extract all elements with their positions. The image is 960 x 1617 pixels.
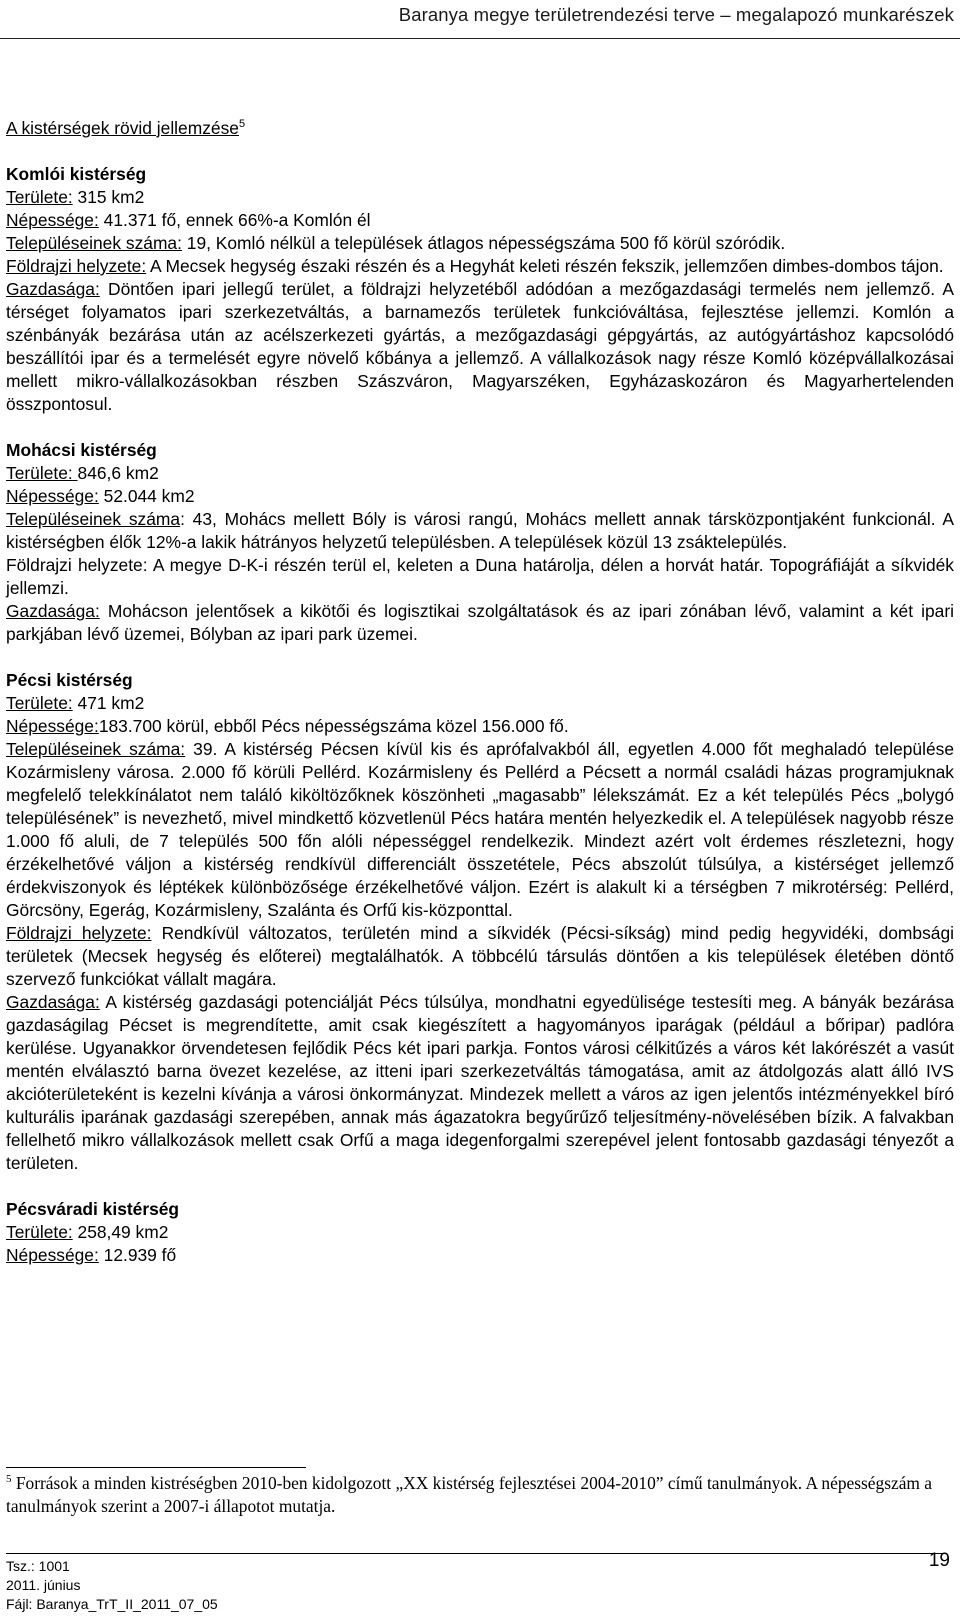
footnote-reference: 5 <box>238 118 246 131</box>
document-body <box>6 117 954 1267</box>
komloi-economy <box>6 278 954 416</box>
footer-file: Fájl: Baranya_TrT_II_2011_07_05 <box>6 1596 218 1612</box>
mohacsi-pop-label: Népessége: <box>6 486 99 506</box>
pecsi-econ-value: A kistérség gazdasági potenciálját Pécs túlsúlya, mondhatni egyedülisége testesíti meg. A bányák bezárása gazdaságilag Pécset is megrendítette, amit csak kiegészített a hagyományos iparágak (például a bőripar) padlóra kerülése. Ugyanakkor örvendetesen fejlődik Pécs két ipari parkja. Fontos városi célkitűzés a város két lakórészét a vasút mentén elválasztó barna övezet kezelése, az itteni ipari szerkezetváltás támogatása, amit az átdolgozás alatt álló IVS akcióterületeként is kezelni kívánja a városi önkormányzat. Mindezek mellett a város az igen jelentős intézményekkel bíró kulturális iparának gazdasági szerepében, annak más ágazatokra begyűrűző teljesítmény-növelésében bízik. A falvakban fellelhető mikro vállalkozások mellett csak Orfű a maga idegenforgalmi szerepével jelent fontosabb gazdasági tényezőt a területen. <box>6 992 954 1173</box>
mohacsi-title: Mohácsi kistérség <box>6 440 157 460</box>
pecsi-settlements-label: Településeinek száma: <box>6 739 186 759</box>
mohacsi-area-label: Területe: <box>6 463 78 483</box>
pecsi-title: Pécsi kistérség <box>6 670 133 690</box>
pecsi-area <box>6 692 954 715</box>
pecsi-settlements <box>6 738 954 922</box>
pecsi-econ-label: Gazdasága: <box>6 992 100 1012</box>
pecsi-geography <box>6 922 954 991</box>
komloi-econ-label: Gazdasága: <box>6 279 100 299</box>
pecsi-pop-value: 183.700 körül, ebből Pécs népességszáma közel 156.000 fő. <box>98 716 569 736</box>
pecsvaradi-pop-label: Népessége: <box>6 1245 99 1265</box>
footer-date: 2011. június <box>6 1577 81 1593</box>
komloi-pop-value: 41.371 fő, ennek 66%-a Komlón él <box>98 210 371 230</box>
mohacsi-settlements-value: : 43, Mohács mellett Bóly is városi rangú, Mohács mellett annak társközpontjaként funkcionál. A kistérségben élők 12%-a lakik hátrányos helyzetű településben. A települések közül 13 zsáktelepülés. <box>6 509 954 552</box>
pecsi-settlements-value: 39. A kistérség Pécsen kívül kis és aprófalvakból áll, egyetlen 4.000 főt meghaladó települése Kozármisleny városa. 2.000 fő körüli Pellérd. Kozármisleny és Pellérd a Pécsett a normál családi házas programjuknak megfelelő telekkínálatot nem találó kiköltözőknek köszönheti „magasabb” lélekszámát. Ez a két település Pécs „bolygó településének” is nevezhető, mivel mindkettő közvetlenül Pécs határa mentén helyezkedik el. A települések nagyobb része 1.000 fő aluli, de 7 település 500 főn alóli népességgel rendelkezik. Mindezt azért volt érdemes részletezni, hogy érzékelhetővé váljon a kistérség rendkívül differenciált összetétele, Pécs abszolút túlsúlya, a kistérséget jellemző érdekviszonyok és léptékek különbözősége érzékelhetővé váljon. Ezért is alakult ki a térségben 7 mikrotérség: Pellérd, Görcsöny, Egerág, Kozármisleny, Szalánta és Orfű kis-központtal. <box>6 739 954 920</box>
komloi-settlements <box>6 232 954 255</box>
footer-info <box>6 1557 218 1614</box>
pecsi-geo-value: Rendkívül változatos, területén mind a síkvidék (Pécsi-síkság) mind pedig hegyvidéki, dombsági területek (Mecsek hegység és előterei) megtalálhatók. A többcélú társulás döntően a kis települések életében döntő szervező funkciókat vállalt magára. <box>6 923 954 989</box>
pecsvaradi-population <box>6 1244 954 1267</box>
footnote-text: Források a minden kistréségben 2010-ben kidolgozott „XX kistérség fejlesztései 2004-2010” című tanulmányok. A népességszám a tanulmányok szerint a 2007-i állapotot mutatja. <box>6 1473 933 1516</box>
page-header: Baranya megye területrendezési terve – megalapozó munkarészek <box>398 4 954 25</box>
footnote <box>6 1472 952 1518</box>
komloi-geo-value: A Mecsek hegység északi részén és a Hegyhát keleti részén fekszik, jellemzően dimbes-dombos tájon. <box>146 256 944 276</box>
mohacsi-econ-label: Gazdasága: <box>6 601 100 621</box>
komloi-geography <box>6 255 954 278</box>
pecsi-geo-label: Földrajzi helyzete: <box>6 923 152 943</box>
komloi-title: Komlói kistérség <box>6 164 147 184</box>
page-number: 19 <box>928 1550 950 1571</box>
mohacsi-economy <box>6 600 954 646</box>
mohacsi-area <box>6 462 954 485</box>
section-title <box>6 117 954 140</box>
mohacsi-settlements <box>6 508 954 554</box>
komloi-pop-label: Népessége: <box>6 210 99 230</box>
pecsvaradi-pop-value: 12.939 fő <box>98 1245 177 1265</box>
mohacsi-econ-value: Mohácson jelentősek a kikötői és logisztikai szolgáltatások és az ipari zónában lévő, valamint a két ipari parkjában lévő üzemei, Bólyban az ipari park üzemei. <box>6 601 954 644</box>
pecsvaradi-area <box>6 1221 954 1244</box>
pecsvaradi-title: Pécsváradi kistérség <box>6 1199 180 1219</box>
footer-rule <box>6 1553 946 1554</box>
pecsvaradi-area-label: Területe: <box>6 1222 73 1242</box>
pecsvaradi-area-value: 258,49 km2 <box>72 1222 169 1242</box>
section-title-text: A kistérségek rövid jellemzése <box>6 118 239 138</box>
komloi-area-label: Területe: <box>6 187 73 207</box>
mohacsi-pop-value: 52.044 km2 <box>98 486 195 506</box>
komloi-econ-value: Döntően ipari jellegű terület, a földrajzi helyzetéből adódóan a mezőgazdasági termelés nem jellemző. A térséget folyamatos ipari szerkezetváltás, a barnamezős területek funkcióváltása, fejlesztése jellemzi. Komlón a szénbányák bezárása után az acélszerkezeti gyártás, a mezőgazdasági gépgyártás, az autógyártáshoz kapcsolódó beszállítói ipar és a termelését egyre növelő kőbánya a jellemző. A vállalkozások nagy része Komló középvállalkozásai mellett mikro-vállalkozásokban részben Szászváron, Magyarszéken, Egyházaskozáron és Magyarhertelenden összpontosul. <box>6 279 954 414</box>
komloi-settlements-label: Településeinek száma: <box>6 233 182 253</box>
komloi-area-value: 315 km2 <box>72 187 145 207</box>
komloi-settlements-value: 19, Komló nélkül a települések átlagos népességszáma 500 fő körül szóródik. <box>181 233 786 253</box>
komloi-geo-label: Földrajzi helyzete: <box>6 256 147 276</box>
footnote-mark: 5 <box>6 1473 12 1486</box>
mohacsi-area-value: 846,6 km2 <box>77 463 159 483</box>
mohacsi-geography: Földrajzi helyzete: A megye D-K-i részén terül el, keleten a Duna határolja, délen a horvát határ. Topográfiáját a síkvidék jellemzi. <box>6 555 954 598</box>
pecsi-area-value: 471 km2 <box>72 693 145 713</box>
footnote-rule <box>6 1467 306 1468</box>
header-rule <box>0 38 960 39</box>
pecsi-area-label: Területe: <box>6 693 73 713</box>
mohacsi-population <box>6 485 954 508</box>
footer-tsz: Tsz.: 1001 <box>6 1558 70 1574</box>
pecsi-pop-label: Népessége: <box>6 716 99 736</box>
pecsi-population <box>6 715 954 738</box>
komloi-population <box>6 209 954 232</box>
komloi-area <box>6 186 954 209</box>
pecsi-economy <box>6 991 954 1175</box>
mohacsi-settlements-label: Településeinek száma <box>6 509 181 529</box>
